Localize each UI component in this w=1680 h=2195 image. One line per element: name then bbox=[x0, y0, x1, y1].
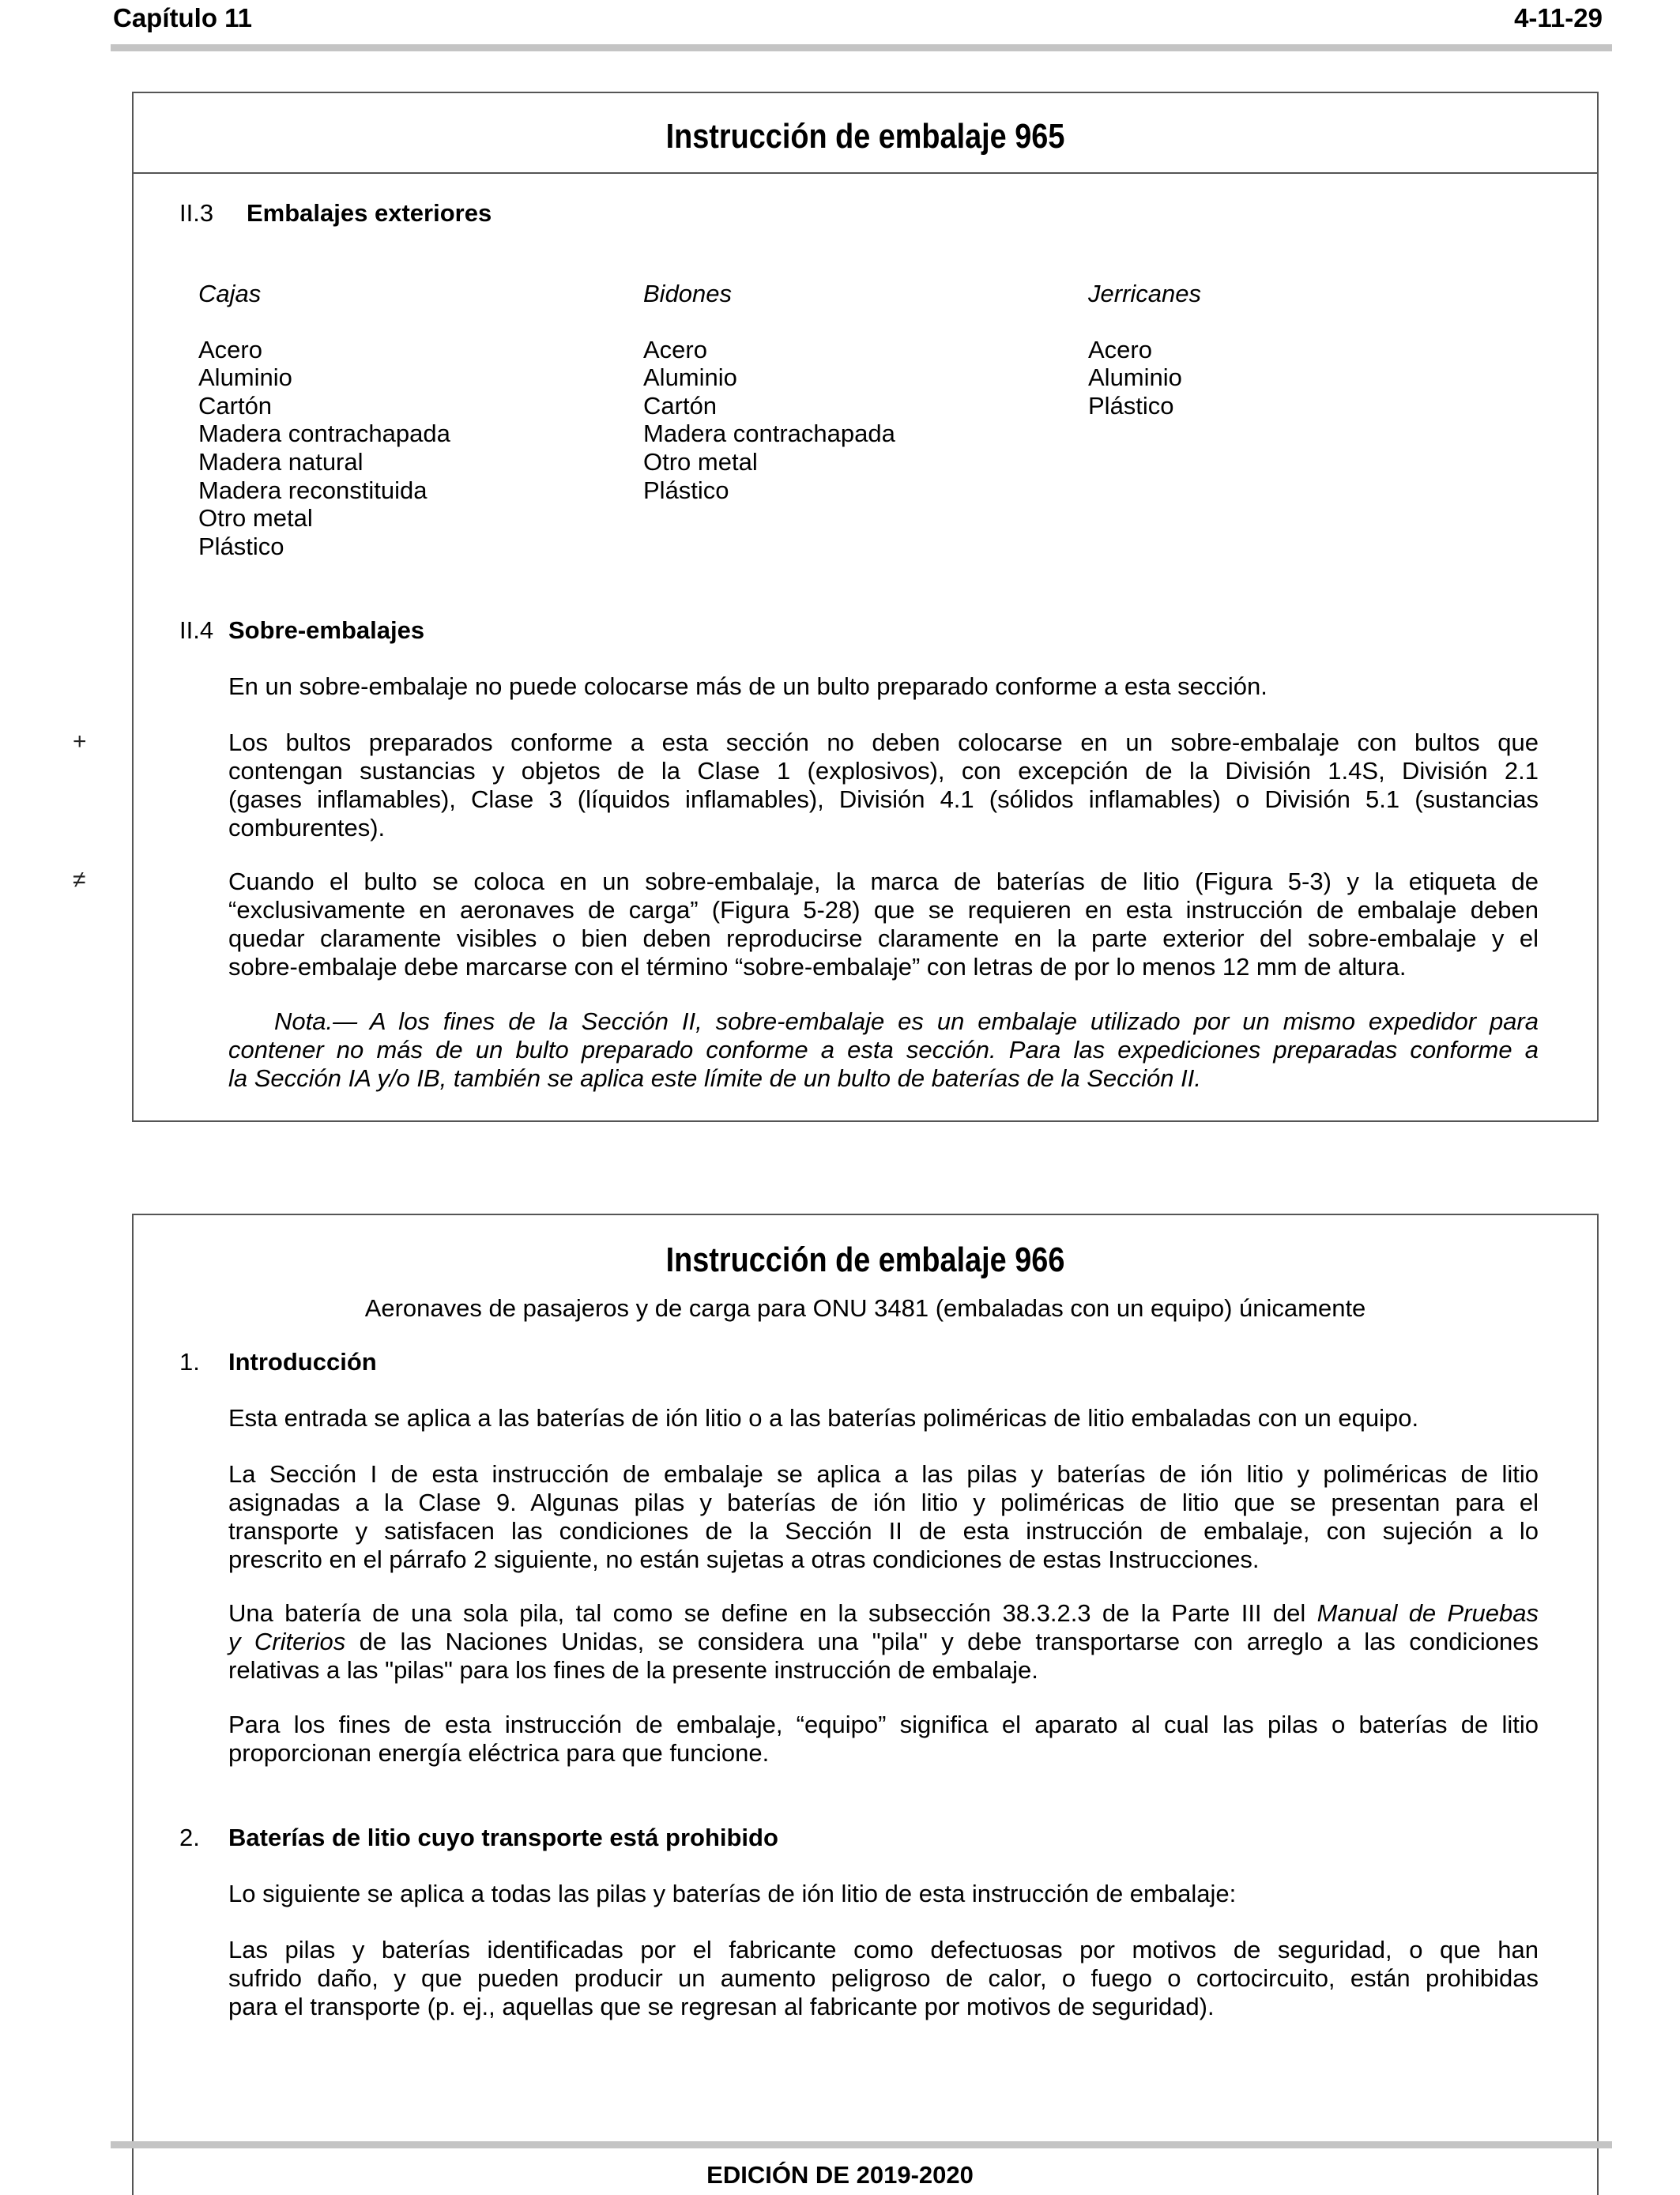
column-heading: Bidones bbox=[643, 280, 733, 307]
paragraph-defective-batteries bbox=[228, 1936, 1539, 2021]
list-item: Plástico bbox=[643, 476, 729, 504]
paragraph-scope: Esta entrada se aplica a las baterías de ión litio o a las baterías poliméricas de litio embaladas con un equipo. bbox=[228, 1404, 1419, 1432]
pi966-title: Instrucción de embalaje 966 bbox=[665, 1241, 1065, 1279]
text-line: comburentes). bbox=[228, 814, 386, 841]
text-line: Para los fines de esta instrucción de embalaje, “equipo” significa el aparato al cual las pilas o baterías de litio bbox=[228, 1711, 1539, 1738]
text-line: “exclusivamente en aeronaves de carga” (Figura 5-28) que se requieren en esta instrucción de embalaje deben bbox=[228, 896, 1539, 924]
list-item: Madera natural bbox=[198, 447, 363, 476]
list-item: Madera reconstituida bbox=[198, 476, 428, 504]
paragraph-overpack-marking bbox=[228, 868, 1539, 981]
text-line: Las pilas y baterías identificadas por el fabricante como defectuosas por motivos de seguridad, o que han bbox=[228, 1936, 1539, 1963]
section-II4-title: Sobre-embalajes bbox=[228, 616, 425, 644]
section-1-title: Introducción bbox=[228, 1348, 377, 1376]
list-item: Madera contrachapada bbox=[643, 420, 895, 448]
packing-instruction-965 bbox=[132, 92, 1599, 1122]
paragraph-one-package: En un sobre-embalaje no puede colocarse más de un bulto preparado conforme a esta sección. bbox=[228, 672, 1268, 700]
paragraph-applies-to: Lo siguiente se aplica a todas las pilas y baterías de ión litio de esta instrucción de embalaje: bbox=[228, 1880, 1237, 1907]
list-item: Plástico bbox=[1088, 391, 1174, 420]
section-II3-title: Embalajes exteriores bbox=[247, 199, 492, 227]
text-line: contengan sustancias y objetos de la Clase 1 (explosivos), con excepción de la División 1.4S, División 2.1 bbox=[228, 757, 1539, 785]
text-line: Nota.— A los fines de la Sección II, sobre-embalaje es un embalaje utilizado por un mismo expedidor para bbox=[274, 1007, 1539, 1035]
list-item: Plástico bbox=[198, 532, 284, 560]
edition-footer: EDICIÓN DE 2019-2020 bbox=[706, 2161, 974, 2189]
list-item: Acero bbox=[643, 335, 707, 363]
list-item: Cartón bbox=[198, 391, 273, 420]
text-line: sobre-embalaje debe marcarse con el término “sobre-embalaje” con letras de por lo menos 12 mm de altura. bbox=[228, 953, 1407, 981]
column-jerricanes bbox=[1088, 280, 1201, 420]
section-1-number: 1. bbox=[179, 1348, 200, 1376]
paragraph-single-cell-battery bbox=[228, 1599, 1539, 1685]
text-line: La Sección I de esta instrucción de embalaje se aplica a las pilas y baterías de ión litio y poliméricas de litio bbox=[228, 1460, 1539, 1488]
list-item: Acero bbox=[198, 335, 262, 363]
list-item: Aluminio bbox=[643, 363, 737, 392]
list-item: Otro metal bbox=[643, 447, 758, 476]
section-II4-number: II.4 bbox=[179, 616, 214, 644]
list-item: Cartón bbox=[643, 391, 718, 420]
section-2-title: Baterías de litio cuyo transporte está prohibido bbox=[228, 1824, 778, 1851]
revision-mark-not-equal: ≠ bbox=[73, 867, 86, 893]
column-heading: Jerricanes bbox=[1088, 280, 1201, 307]
note-overpack bbox=[228, 1007, 1539, 1093]
column-heading: Cajas bbox=[198, 280, 262, 307]
list-item: Madera contrachapada bbox=[198, 420, 450, 448]
list-item: Acero bbox=[1088, 335, 1152, 363]
text-line: (gases inflamables), Clase 3 (líquidos inflamables), División 4.1 (sólidos inflamables) o División 5.1 (sustancias bbox=[228, 785, 1539, 813]
list-item: Aluminio bbox=[1088, 363, 1182, 392]
text-line: Cuando el bulto se coloca en un sobre-embalaje, la marca de baterías de litio (Figura 5-3) y la etiqueta de bbox=[228, 868, 1539, 895]
text-line: prescrito en el párrafo 2 siguiente, no están sujetas a otras condiciones de estas Instrucciones. bbox=[228, 1546, 1260, 1573]
header-rule bbox=[111, 44, 1612, 51]
paragraph-equipment-definition bbox=[228, 1711, 1539, 1768]
text-line: relativas a las "pilas" para los fines de la presente instrucción de embalaje. bbox=[228, 1656, 1038, 1684]
text-line: proporcionan energía eléctrica para que funcione. bbox=[228, 1739, 770, 1767]
title-bar bbox=[134, 93, 1597, 174]
text-line: Una batería de una sola pila, tal como se define en la subsección 38.3.2.3 de la Parte III del Manual de Pruebas bbox=[228, 1599, 1539, 1627]
text-line: y Criterios de las Naciones Unidas, se considera una "pila" y debe transportarse con arreglo a las condiciones bbox=[228, 1628, 1539, 1655]
section-2-number: 2. bbox=[179, 1824, 200, 1851]
text-line: asignadas a la Clase 9. Algunas pilas y baterías de ión litio y poliméricas de litio que se presentan para el bbox=[228, 1489, 1539, 1516]
text-line: la Sección IA y/o IB, también se aplica este límite de un bulto de baterías de la Sección II. bbox=[228, 1064, 1201, 1092]
text-line: contener no más de un bulto preparado conforme a esta sección. Para las expediciones preparadas conforme a bbox=[228, 1036, 1539, 1064]
text-line: sufrido daño, y que pueden producir un aumento peligroso de calor, o fuego o cortocircuito, están prohibidas bbox=[228, 1964, 1539, 1992]
paragraph-section-I bbox=[228, 1460, 1539, 1574]
page-number: 4-11-29 bbox=[1514, 3, 1603, 32]
packing-instruction-966 bbox=[132, 1214, 1599, 2195]
footer-rule bbox=[111, 2141, 1612, 2148]
column-bidones bbox=[643, 280, 895, 504]
list-item: Aluminio bbox=[198, 363, 292, 392]
list-item: Otro metal bbox=[198, 504, 313, 533]
text-line: Los bultos preparados conforme a esta sección no deben colocarse en un sobre-embalaje con bultos que bbox=[228, 729, 1539, 756]
revision-mark-plus: + bbox=[73, 729, 87, 755]
column-cajas bbox=[198, 280, 450, 560]
pi966-subtitle: Aeronaves de pasajeros y de carga para ONU 3481 (embaladas con un equipo) únicamente bbox=[364, 1294, 1366, 1322]
pi965-title: Instrucción de embalaje 965 bbox=[665, 117, 1065, 156]
text-line: transporte y satisfacen las condiciones de la Sección II de esta instrucción de embalaje, con sujeción a lo bbox=[228, 1517, 1539, 1545]
section-II3-number: II.3 bbox=[179, 199, 214, 227]
text-line: quedar claramente visibles o bien deben reproducirse claramente en la parte exterior del sobre-embalaje y el bbox=[228, 924, 1539, 952]
text-line: para el transporte (p. ej., aquellas que se regresan al fabricante por motivos de seguridad). bbox=[228, 1993, 1215, 2020]
paragraph-overpack-restrictions bbox=[228, 729, 1539, 842]
chapter-label: Capítulo 11 bbox=[113, 3, 253, 32]
